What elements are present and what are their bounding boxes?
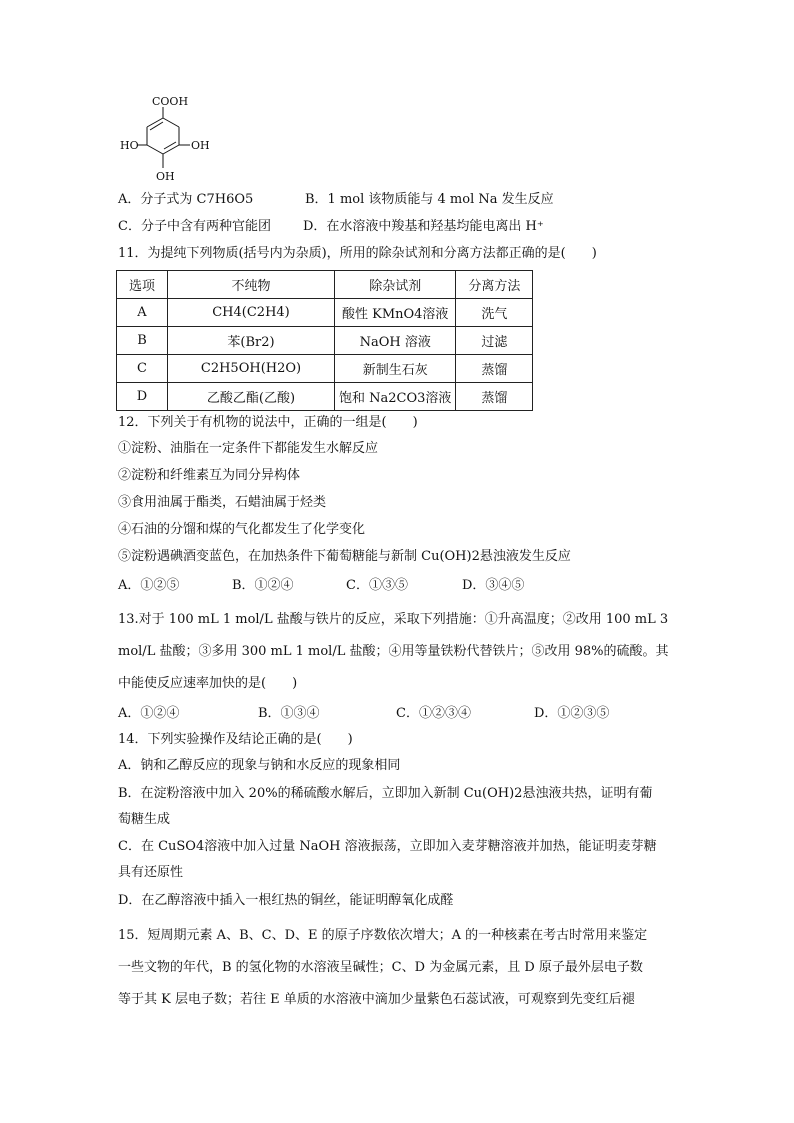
cooh-label: COOH bbox=[152, 95, 189, 108]
q10-option-d: D．在水溶液中羧基和羟基均能电离出 H⁺ bbox=[303, 219, 544, 234]
q10-option-a: A．分子式为 C7H6O5 bbox=[118, 192, 254, 207]
q15-line-1: 15．短周期元素 A、B、C、D、E 的原子序数依次增大；A 的一种核素在考古时常用来鉴定 bbox=[118, 928, 648, 943]
q12-item-5: ⑤淀粉遇碘酒变蓝色，在加热条件下葡萄糖能与新制 Cu(OH)2悬浊液发生反应 bbox=[118, 549, 571, 564]
table-cell: 酸性 KMnO4溶液 bbox=[335, 299, 456, 327]
q14-stem: 14．下列实验操作及结论正确的是( ) bbox=[118, 732, 353, 747]
table-cell: B bbox=[117, 327, 168, 355]
q12-item-4: ④石油的分馏和煤的气化都发生了化学变化 bbox=[118, 522, 366, 537]
table-row bbox=[117, 299, 533, 327]
q12-item-2: ②淀粉和纤维素互为同分异构体 bbox=[118, 468, 301, 483]
table-cell: 洗气 bbox=[456, 299, 533, 327]
q13-option-b: B．①③④ bbox=[258, 706, 320, 721]
table-cell: CH4(C2H4) bbox=[168, 299, 335, 327]
gallic-acid-structure bbox=[118, 92, 228, 187]
table-cell: 蒸馏 bbox=[456, 383, 533, 411]
table-header-row bbox=[117, 271, 533, 299]
ho-label: HO bbox=[120, 139, 139, 152]
table-cell: 乙酸乙酯(乙酸) bbox=[168, 383, 335, 411]
table-cell: NaOH 溶液 bbox=[335, 327, 456, 355]
q10-option-b: B．1 mol 该物质能与 4 mol Na 发生反应 bbox=[305, 192, 554, 207]
q12-option-c: C．①③⑤ bbox=[346, 578, 408, 593]
table-cell: C bbox=[117, 355, 168, 383]
q11-stem: 11．为提纯下列物质(括号内为杂质)，所用的除杂试剂和分离方法都正确的是( ) bbox=[118, 246, 597, 261]
table-cell: 苯(Br2) bbox=[168, 327, 335, 355]
table-cell: 蒸馏 bbox=[456, 355, 533, 383]
oh-right-label: OH bbox=[191, 139, 210, 152]
q13-line-2: mol/L 盐酸；③多用 300 mL 1 mol/L 盐酸；④用等量铁粉代替铁片；⑤改用 98%的硫酸。其 bbox=[118, 644, 669, 659]
table-cell: 饱和 Na2CO3溶液 bbox=[335, 383, 456, 411]
q12-item-1: ①淀粉、油脂在一定条件下都能发生水解反应 bbox=[118, 441, 379, 456]
table-cell: C2H5OH(H2O) bbox=[168, 355, 335, 383]
table-header-cell: 选项 bbox=[117, 271, 168, 299]
table-cell: D bbox=[117, 383, 168, 411]
table-header-cell: 不纯物 bbox=[168, 271, 335, 299]
table-row bbox=[117, 383, 533, 411]
q13-option-d: D．①②③⑤ bbox=[534, 706, 610, 721]
q14-option-c: C．在 CuSO4溶液中加入过量 NaOH 溶液振荡，立即加入麦芽糖溶液并加热，能证明麦芽糖 bbox=[118, 839, 657, 854]
q15-line-3: 等于其 K 层电子数；若往 E 单质的水溶液中滴加少量紫色石蕊试液，可观察到先变红后褪 bbox=[118, 992, 635, 1007]
q14-option-b-cont: 萄糖生成 bbox=[118, 812, 171, 827]
q13-option-c: C．①②③④ bbox=[396, 706, 471, 721]
q10-option-c: C．分子中含有两种官能团 bbox=[118, 219, 271, 234]
table-cell: A bbox=[117, 299, 168, 327]
q12-option-b: B．①②④ bbox=[232, 578, 294, 593]
q14-option-c-cont: 具有还原性 bbox=[118, 865, 184, 880]
table-row bbox=[117, 355, 533, 383]
q12-option-a: A．①②⑤ bbox=[118, 578, 180, 593]
table-cell: 过滤 bbox=[456, 327, 533, 355]
q12-option-d: D．③④⑤ bbox=[462, 578, 525, 593]
q12-stem: 12．下列关于有机物的说法中，正确的一组是( ) bbox=[118, 415, 418, 430]
table-header-cell: 分离方法 bbox=[456, 271, 533, 299]
purification-table bbox=[116, 270, 533, 411]
q13-line-3: 中能使反应速率加快的是( ) bbox=[118, 676, 298, 691]
q13-line-1: 13.对于 100 mL 1 mol/L 盐酸与铁片的反应，采取下列措施：①升高温度；②改用 100 mL 3 bbox=[118, 612, 669, 627]
table-row bbox=[117, 327, 533, 355]
oh-bottom-label: OH bbox=[156, 170, 175, 183]
q14-option-d: D．在乙醇溶液中插入一根红热的铜丝，能证明醇氧化成醛 bbox=[118, 893, 454, 908]
q12-item-3: ③食用油属于酯类，石蜡油属于烃类 bbox=[118, 495, 327, 510]
table-header-cell: 除杂试剂 bbox=[335, 271, 456, 299]
q14-option-a: A．钠和乙醇反应的现象与钠和水反应的现象相同 bbox=[118, 758, 401, 773]
q14-option-b: B．在淀粉溶液中加入 20%的稀硫酸水解后，立即加入新制 Cu(OH)2悬浊液共热，证明有葡 bbox=[118, 786, 653, 801]
q15-line-2: 一些文物的年代，B 的氢化物的水溶液呈碱性；C、D 为金属元素，且 D 原子最外层电子数 bbox=[118, 960, 643, 975]
q13-option-a: A．①②④ bbox=[118, 706, 180, 721]
table-cell: 新制生石灰 bbox=[335, 355, 456, 383]
